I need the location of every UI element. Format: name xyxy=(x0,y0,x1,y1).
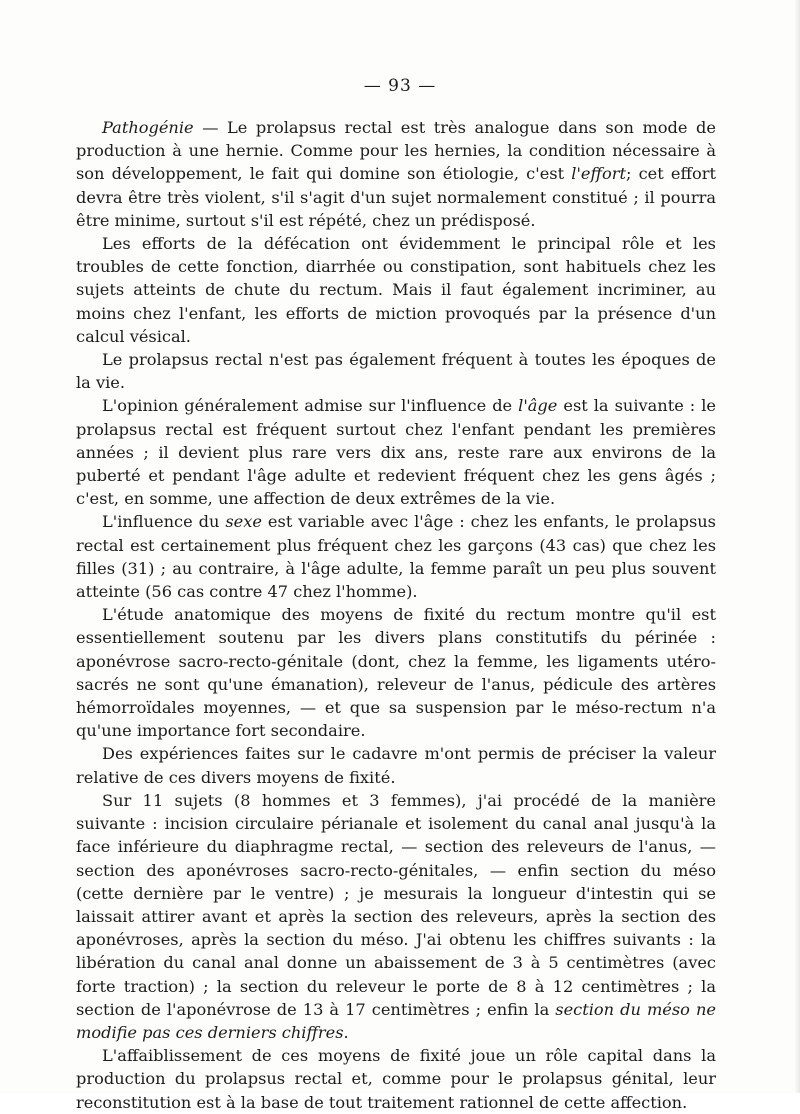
paragraph-frequency xyxy=(76,348,716,394)
paragraph-text: ; cet effort devra être très violent, s'il s'agit d'un sujet normalement constitué ; il pourra être minime, surtout s'il est répété, chez un prédisposé. xyxy=(76,164,716,230)
paragraph-procedure xyxy=(76,789,716,1044)
paragraph-text: Le prolapsus rectal n'est pas également fréquent à toutes les époques de la vie. xyxy=(76,350,716,393)
paragraph-conclusion xyxy=(76,1044,716,1114)
paragraph-pathogenie xyxy=(76,116,716,232)
emphasis-text: l'effort xyxy=(571,164,626,184)
emphasis-text: l'âge xyxy=(518,396,558,416)
paragraph-age xyxy=(76,394,716,510)
paragraph-text: — Le prolapsus rectal est très analogue dans son mode de production à une hernie. Comme pour les hernies, la condition nécessaire à son développement, le fait qui domine son étiologie, c'est xyxy=(76,118,716,184)
paragraph-anatomy xyxy=(76,603,716,742)
emphasis-text: section du méso ne modifie pas ces derniers chiffres xyxy=(76,999,716,1042)
paragraph-experiments xyxy=(76,742,716,788)
paragraph-text: Sur 11 sujets (8 hommes et 3 femmes), j'ai procédé de la manière suivante : incision circulaire périanale et isolement du canal anal jusqu'à la face inférieure du diaphragme rectal, — section des releveurs de l'anus, — section des aponévroses sacro-recto-génitales, — enfin section du méso (cette dernière par le ventre) ; je mesurais la longueur d'intestin qui se laissait attirer avant et après la section des releveurs, après la section des aponévroses, après la section du méso. J'ai obtenu les chiffres suivants : la libération du canal anal donne un abaissement de 3 à 5 centimètres (avec forte traction) ; la section du releveur le porte de 8 à 12 centimètres ; la section de l'aponévrose de 13 à 17 centimètres ; enfin la xyxy=(76,790,716,1019)
paragraph-defecation xyxy=(76,232,716,348)
paragraph-text: Les efforts de la défécation ont évidemment le principal rôle et les troubles de cette fonction, diarrhée ou constipation, sont habituels chez les sujets atteints de chute du rectum. Mais il faut également incriminer, au moins chez l'enfant, les efforts de miction provoqués par la présence d'un calcul vésical. xyxy=(76,234,716,346)
paragraph-text: . xyxy=(343,1022,349,1042)
paragraph-text: est variable avec l'âge : chez les enfants, le prolapsus rectal est certainement plus fréquent chez les garçons (43 cas) que chez les filles (31) ; au contraire, à l'âge adulte, la femme paraît un peu plus souvent atteinte (56 cas contre 47 chez l'homme). xyxy=(76,512,716,602)
emphasis-text: sexe xyxy=(225,512,262,532)
paragraph-sex xyxy=(76,510,716,603)
paragraph-text: est la suivante : le prolapsus rectal est fréquent surtout chez l'enfant pendant les premières années ; il devient plus rare vers dix ans, reste rare aux environs de la puberté et pendant l'âge adulte et redevient fréquent chez les gens âgés ; c'est, en somme, une affection de deux extrêmes de la vie. xyxy=(76,396,717,509)
page-edge-shadow xyxy=(794,0,800,1093)
section-lead: Pathogénie xyxy=(102,118,194,137)
paragraph-text: Des expériences faites sur le cadavre m'ont permis de préciser la valeur relative de ces divers moyens de fixité. xyxy=(76,744,716,787)
paragraph-text: L'influence du xyxy=(102,512,226,532)
paragraph-text: L'affaiblissement de ces moyens de fixité joue un rôle capital dans la production du prolapsus rectal et, comme pour le prolapsus génital, leur reconstitution est à la base de tout traitement rationnel de cette affection. xyxy=(76,1046,716,1112)
paragraph-text: L'étude anatomique des moyens de fixité du rectum montre qu'il est essentiellement soutenu par les divers plans constitutifs du périnée : aponévrose sacro-recto-génitale (dont, chez la femme, les ligaments utéro-sacrés ne sont qu'une émanation), releveur de l'anus, pédicule des artères hémorroïdales moyennes, — et que sa suspension par le méso-rectum n'a qu'une importance fort secondaire. xyxy=(76,605,716,741)
page-number: — 93 — xyxy=(363,76,437,96)
body-text xyxy=(76,116,716,1114)
paragraph-text: L'opinion généralement admise sur l'influence de xyxy=(102,396,519,416)
